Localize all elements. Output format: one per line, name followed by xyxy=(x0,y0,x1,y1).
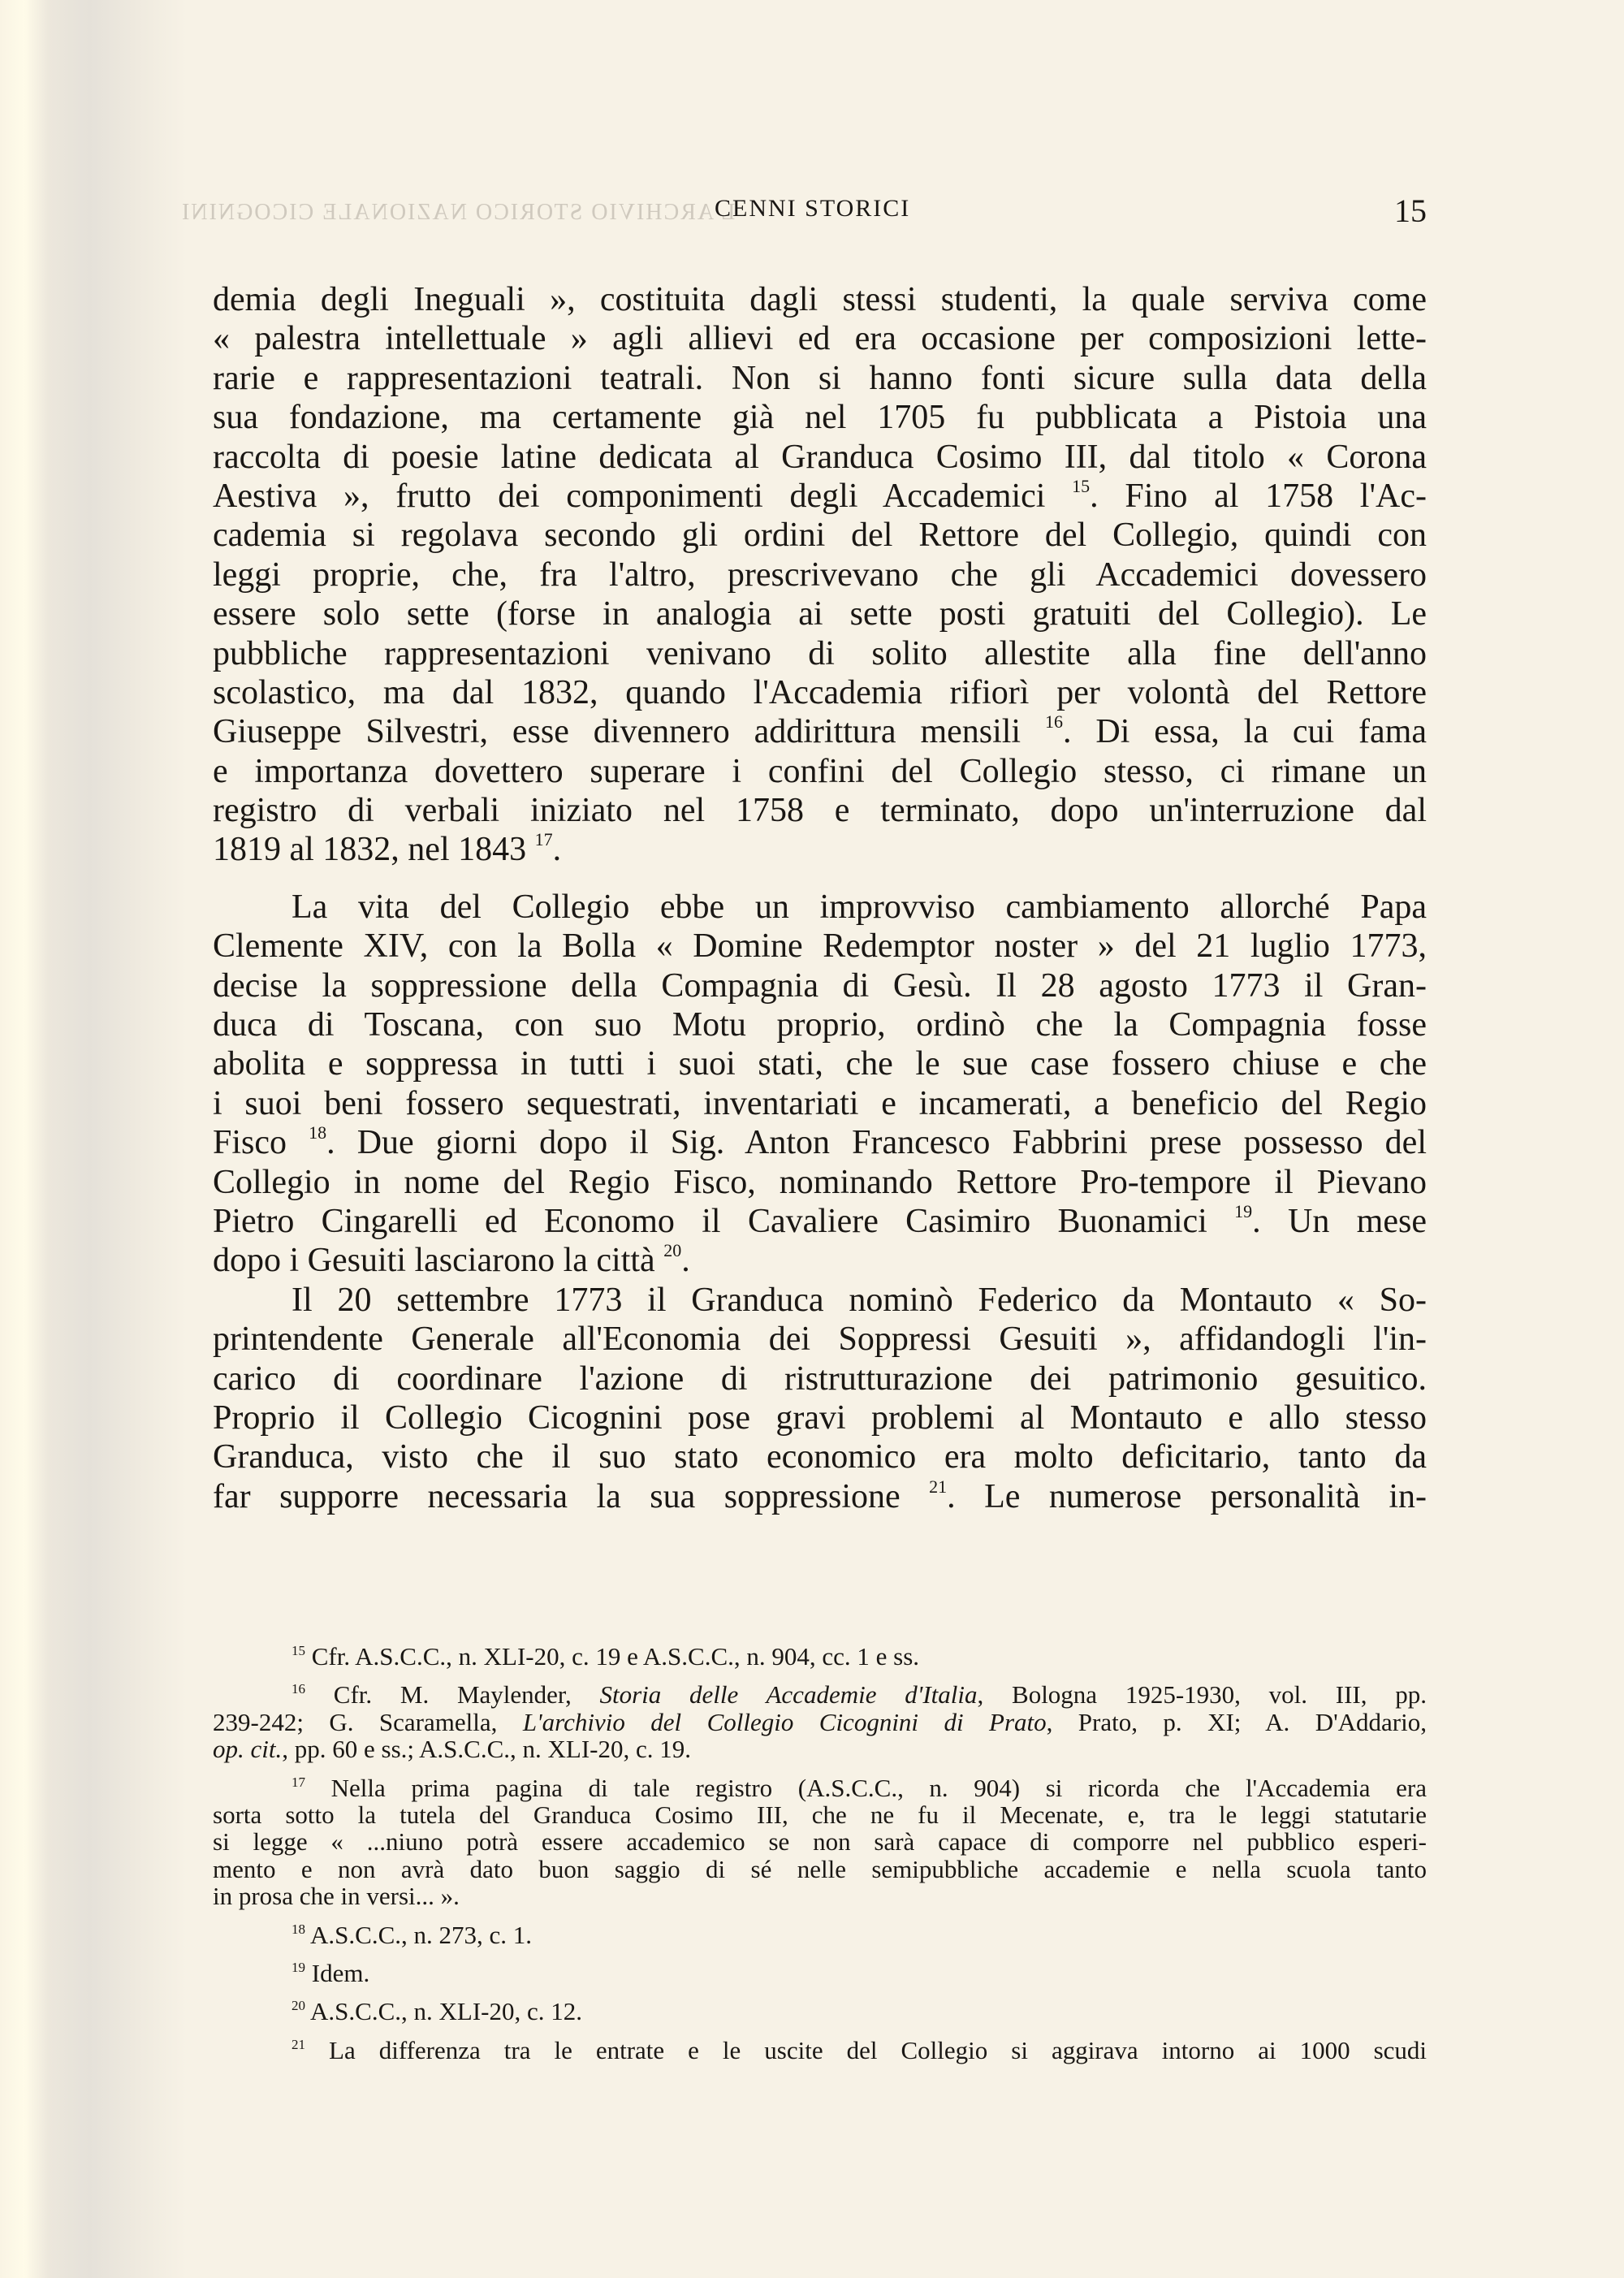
text-line: cademia si regolava secondo gli ordini del Rettore del Collegio, quindi con xyxy=(213,517,1427,555)
footnote-line: sorta sotto la tutela del Granduca Cosimo III, che ne fu il Mecenate, e, tra le leggi statutarie xyxy=(213,1800,1427,1829)
text-line: e importanza dovettero superare i confini del Collegio stesso, ci rimane un xyxy=(213,752,1427,790)
footnote-reference[interactable]: 17 xyxy=(534,829,553,850)
footnote-line: $^{17}$ Nella prima pagina di tale registro (A.S.C.C., n. 904) si ricorda che l'Accademia era xyxy=(292,1773,1427,1802)
footnote-gap xyxy=(213,1948,1427,1960)
text-line: La vita del Collegio ebbe un improvviso cambiamento allorché Papa xyxy=(292,888,1427,926)
footnote-line: op. cit., pp. 60 e ss.; A.S.C.C., n. XLI-20, c. 19. xyxy=(213,1735,691,1764)
text-line: carico di coordinare l'azione di ristrutturazione dei patrimonio gesuitico. xyxy=(213,1359,1427,1398)
text-line: duca di Toscana, con suo Motu proprio, ordinò che la Compagnia fosse xyxy=(213,1006,1427,1044)
footnote xyxy=(213,1774,1427,1910)
footnotes xyxy=(213,1643,1427,2064)
running-title: CENNI STORICI xyxy=(715,195,911,222)
text-line: Proprio il Collegio Cicognini pose gravi problemi al Montauto e allo stesso xyxy=(213,1398,1427,1437)
footnote-line: $^{18}$ A.S.C.C., n. 273, c. 1. xyxy=(292,1920,533,1949)
footnote-number: 16 xyxy=(292,1681,305,1697)
footnote-reference[interactable]: 21 xyxy=(929,1476,948,1497)
text-line: scolastico, ma dal 1832, quando l'Accademia rifiorì per volontà del Rettore xyxy=(213,673,1427,711)
page-gutter-shadow xyxy=(0,0,187,2278)
footnote-line: $^{21}$ La differenza tra le entrate e le uscite del Collegio si aggirava intorno ai 1000 scudi xyxy=(292,2035,1427,2064)
text-line: Pietro Cingarelli ed Economo il Cavaliere Casimiro Buonamici $^{19}$. Un mese xyxy=(213,1200,1427,1240)
footnote-number: 15 xyxy=(292,1643,305,1658)
footnote-reference[interactable]: 19 xyxy=(1234,1200,1253,1221)
footnote-line: $^{20}$ A.S.C.C., n. XLI-20, c. 12. xyxy=(292,1997,583,2026)
text-line: Granduca, visto che il suo stato economico era molto deficitario, tanto da xyxy=(213,1438,1427,1476)
footnote xyxy=(213,1921,1427,1948)
footnote-line: mento e non avrà dato buon saggio di sé nelle semipubbliche accademie e nella scuola tanto xyxy=(213,1854,1427,1883)
text-line: Clemente XIV, con la Bolla « Domine Redemptor noster » del 21 luglio 1773, xyxy=(213,927,1427,966)
text-line: printendente Generale all'Economia dei Soppressi Gesuiti », affidandogli l'in- xyxy=(213,1321,1427,1359)
footnote xyxy=(213,1960,1427,1986)
footnote-reference[interactable]: 16 xyxy=(1045,711,1063,733)
footnote-number: 20 xyxy=(292,1998,305,2014)
footnote xyxy=(213,1681,1427,1762)
text-line: essere solo sette (forse in analogia ai sette posti gratuiti del Collegio). Le xyxy=(213,595,1427,633)
footnote-number: 18 xyxy=(292,1921,305,1937)
text-line: far supporre necessaria la sua soppressione $^{21}$. Le numerose personalità in- xyxy=(213,1476,1427,1515)
text-line: Aestiva », frutto dei componimenti degli Accademici $^{15}$. Fino al 1758 l'Ac- xyxy=(213,475,1427,515)
text-line: Giuseppe Silvestri, esse divennero addirittura mensili $^{16}$. Di essa, la cui fama xyxy=(213,711,1427,751)
text-line: decise la soppressione della Compagnia di Gesù. Il 28 agosto 1773 il Gran- xyxy=(213,966,1427,1005)
text-line: Collegio in nome del Regio Fisco, nominando Rettore Pro-tempore il Pievano xyxy=(213,1163,1427,1201)
paragraph xyxy=(213,1281,1427,1516)
footnote xyxy=(213,2037,1427,2064)
text-line: dopo i Gesuiti lasciarono la città $^{20}$. xyxy=(213,1240,690,1280)
footnote-reference[interactable]: 18 xyxy=(309,1122,327,1143)
footnote xyxy=(213,1998,1427,2025)
footnote-number: 21 xyxy=(292,2036,305,2052)
footnote-gap xyxy=(213,1910,1427,1921)
italic-title: op. cit. xyxy=(213,1735,283,1764)
text-line: sua fondazione, ma certamente già nel 1705 fu pubblicata a Pistoia una xyxy=(213,399,1427,437)
italic-title: Storia delle Accademie d'Italia xyxy=(599,1680,978,1710)
text-line: Il 20 settembre 1773 il Granduca nominò Federico da Montauto « So- xyxy=(292,1281,1427,1319)
text-line: rarie e rappresentazioni teatrali. Non si hanno fonti sicure sulla data della xyxy=(213,359,1427,397)
paragraph xyxy=(213,888,1427,1281)
text-line: Fisco $^{18}$. Due giorni dopo il Sig. Anton Francesco Fabbrini prese possesso del xyxy=(213,1122,1427,1162)
footnote xyxy=(213,1643,1427,1670)
footnote-reference[interactable]: 15 xyxy=(1072,475,1091,496)
running-header xyxy=(180,192,1427,231)
text-line: i suoi beni fossero sequestrati, inventariati e incamerati, a beneficio del Regio xyxy=(213,1084,1427,1122)
text-line: raccolta di poesie latine dedicata al Granduca Cosimo III, dal titolo « Corona xyxy=(213,438,1427,476)
footnote-reference[interactable]: 20 xyxy=(663,1240,682,1261)
footnote-gap xyxy=(213,1763,1427,1774)
body-text xyxy=(213,280,1427,1516)
italic-title: L'archivio del Collegio Cicognini di Prato xyxy=(522,1707,1047,1736)
footnote-gap xyxy=(213,1986,1427,1998)
paragraph-gap xyxy=(213,870,1427,888)
footnote-line: 239-242; G. Scaramella, L'archivio del Collegio Cicognini di Prato, Prato, p. XI; A. D'Addario, xyxy=(213,1707,1427,1736)
footnote-line: $^{16}$ Cfr. M. Maylender, Storia delle Accademie d'Italia, Bologna 1925-1930, vol. III, pp. xyxy=(292,1680,1427,1710)
page-number: 15 xyxy=(1394,192,1427,229)
footnote-gap xyxy=(213,1670,1427,1681)
footnote-line: si legge « ...niuno potrà essere accademico se non sarà capace di comporre nel pubblico esperi- xyxy=(213,1827,1427,1857)
footnote-line: $^{15}$ Cfr. A.S.C.C., n. XLI-20, c. 19 e A.S.C.C., n. 904, cc. 1 e ss. xyxy=(292,1642,920,1671)
text-line: leggi proprie, che, fra l'altro, prescrivevano che gli Accademici dovessero xyxy=(213,555,1427,594)
text-line: 1819 al 1832, nel 1843 $^{17}$. xyxy=(213,829,562,869)
text-line: demia degli Ineguali », costituita dagli stessi studenti, la quale serviva come xyxy=(213,281,1427,318)
paragraph xyxy=(213,280,1427,870)
bleed-through-text: L'ARCHIVIO STORICO NAZIONALE CICOGNINI xyxy=(180,200,736,225)
text-line: abolita e soppressa in tutti i suoi stati, che le sue case fossero chiuse e che xyxy=(213,1045,1427,1083)
footnote-gap xyxy=(213,2025,1427,2037)
text-line: registro di verbali iniziato nel 1758 e terminato, dopo un'interruzione dal xyxy=(213,792,1427,830)
text-line: pubbliche rappresentazioni venivano di solito allestite alla fine dell'anno xyxy=(213,634,1427,672)
footnote-number: 17 xyxy=(292,1774,305,1790)
footnote-line: in prosa che in versi... ». xyxy=(213,1882,460,1911)
footnote-line: $^{19}$ Idem. xyxy=(292,1958,370,1987)
footnote-number: 19 xyxy=(292,1959,305,1975)
text-line: « palestra intellettuale » agli allievi ed era occasione per composizioni lette- xyxy=(213,320,1427,358)
